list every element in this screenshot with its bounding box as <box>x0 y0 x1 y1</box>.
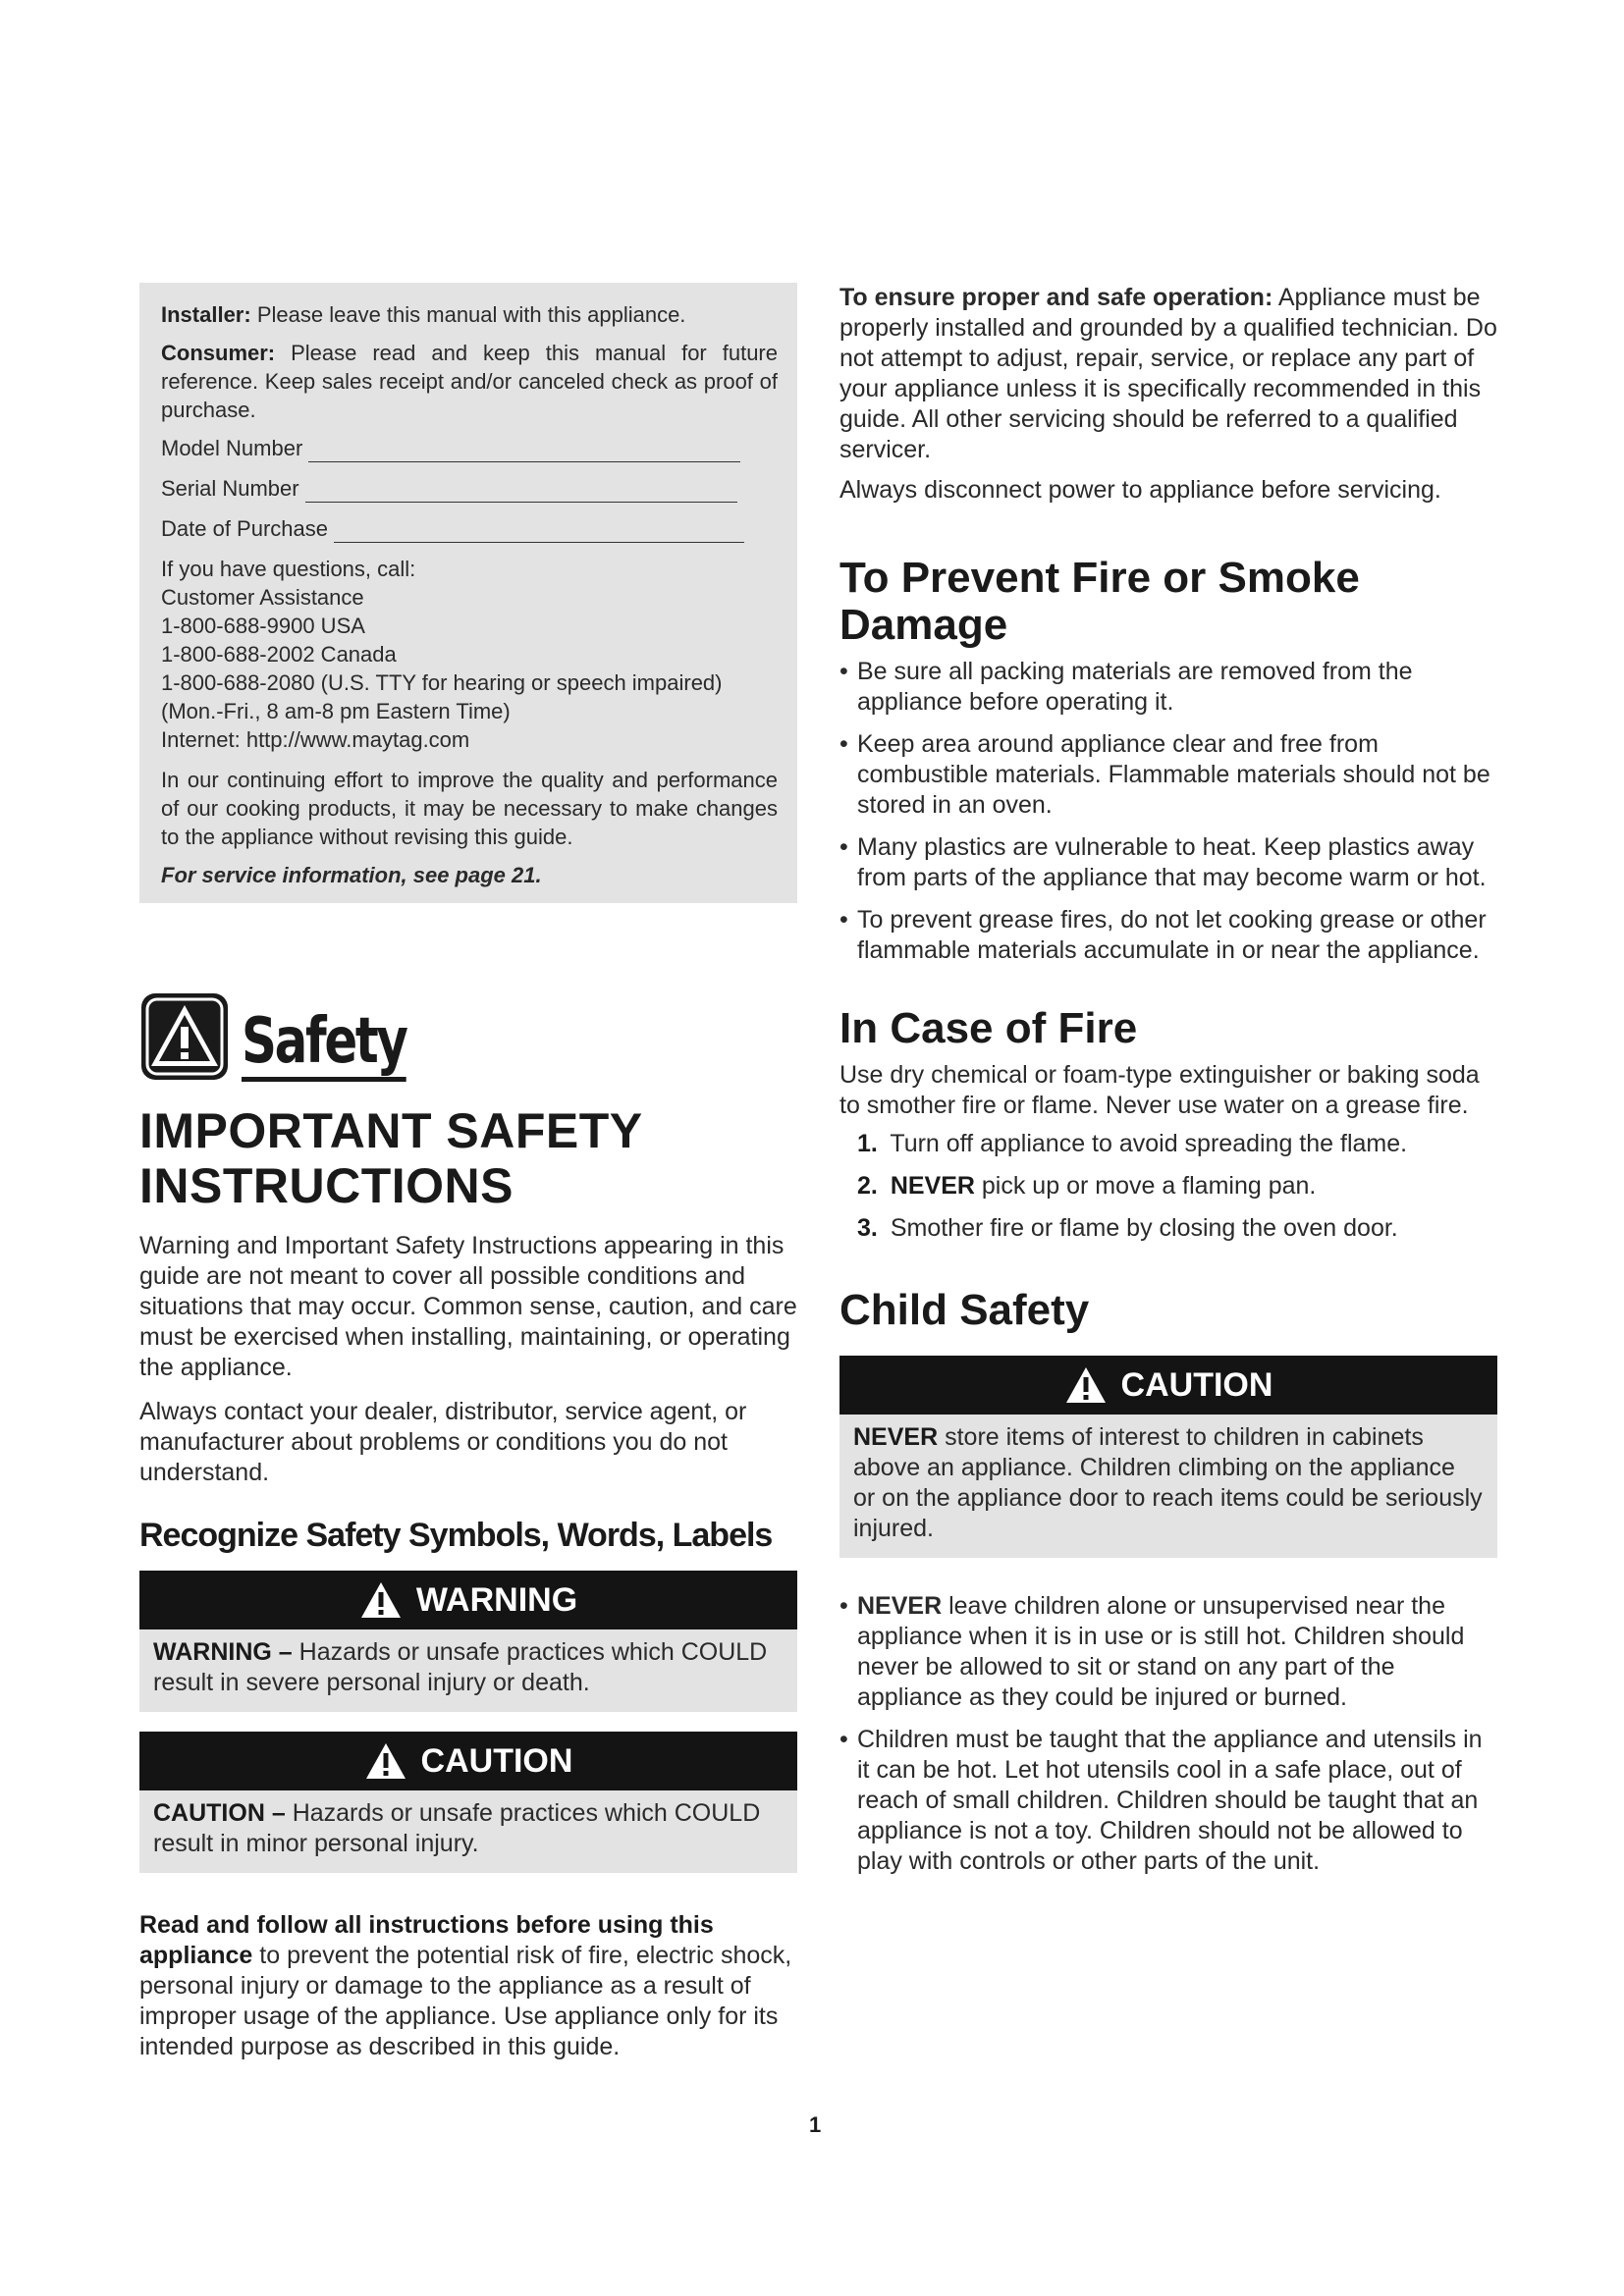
phone-usa: 1-800-688-9900 USA <box>161 614 365 638</box>
step-item: 2. NEVER pick up or move a flaming pan. <box>857 1172 1317 1200</box>
owner-info-box <box>139 283 797 903</box>
child-caution-panel <box>839 1356 1497 1558</box>
fire-steps <box>857 1129 1497 1244</box>
caution-bar: CAUTION <box>839 1356 1497 1415</box>
phone-canada: 1-800-688-2002 Canada <box>161 642 397 667</box>
consumer-note: Consumer: Please read and keep this manual for future reference. Keep sales receipt and/or canceled check as proof of purchase. <box>161 341 778 422</box>
left-column <box>139 283 797 2062</box>
list-item: • Be sure all packing materials are removed from the appliance before operating it. <box>839 657 1497 718</box>
fire-prevention-heading: To Prevent Fire or Smoke Damage <box>839 554 1360 649</box>
contact-dealer-paragraph: Always contact your dealer, distributor, service agent, or manufacturer about problems or conditions you do not understand. <box>139 1398 747 1486</box>
serial-number-line <box>305 480 737 503</box>
list-item: • Children must be taught that the appliance and utensils in it can be hot. Let hot utensils cool in a safe place, out of reach of small children. Children should be taught that an appliance is not a toy. Children should not be allowed to play with controls or other parts of the unit. <box>839 1725 1497 1877</box>
alert-triangle-icon <box>364 1741 407 1781</box>
date-of-purchase-line <box>334 520 744 543</box>
caution-description: CAUTION – Hazards or unsafe practices which COULD result in minor personal injury. <box>139 1790 797 1873</box>
child-safety-list <box>839 1591 1497 1877</box>
list-item: • Keep area around appliance clear and free from combustible materials. Flammable materials should not be stored in an oven. <box>839 729 1497 821</box>
installer-note: Installer: Please leave this manual with this appliance. <box>161 302 686 327</box>
step-item: 3. Smother fire or flame by closing the oven door. <box>857 1214 1398 1242</box>
contact-info: If you have questions, call: Customer Assistance 1-800-688-9900 USA 1-800-688-2002 Canada 1-800-688-2080 (U.S. TTY for hearing or speech impaired) (Mon.-Fri., 8 am-8 pm Eastern Time) Internet: http://www.maytag.com <box>161 555 778 754</box>
list-item: • Many plastics are vulnerable to heat. Keep plastics away from parts of the appliance that may become warm or hot. <box>839 832 1497 893</box>
phone-tty: 1-800-688-2080 (U.S. TTY for hearing or speech impaired) <box>161 670 723 695</box>
website-link[interactable]: Internet: http://www.maytag.com <box>161 727 470 752</box>
alert-triangle-icon <box>1064 1365 1108 1405</box>
operation-paragraph: To ensure proper and safe operation: Appliance must be properly installed and grounded by a qualified technician. Do not attempt to adjust, repair, service, or replace any part of your appliance unless it is specifically recommended in this guide. All other servicing should be referred to a qualified servicer. <box>839 284 1497 463</box>
improvement-note: In our continuing effort to improve the quality and performance of our cooking products, it may be necessary to make changes to the appliance without revising this guide. <box>161 768 778 849</box>
caution-panel <box>139 1732 797 1873</box>
service-reference: For service information, see page 21. <box>161 863 542 887</box>
caution-bar: CAUTION <box>139 1732 797 1790</box>
warning-triangle-icon <box>139 991 230 1082</box>
step-item: 1. Turn off appliance to avoid spreading the flame. <box>857 1130 1408 1157</box>
page-number: 1 <box>809 2112 822 2137</box>
safety-section-header <box>139 991 797 1082</box>
right-column <box>839 283 1497 1889</box>
fire-intro: Use dry chemical or foam-type extinguisher or baking soda to smother fire or flame. Never use water on a grease fire. <box>839 1061 1480 1119</box>
read-instructions-paragraph: Read and follow all instructions before using this appliance to prevent the potential risk of fire, electric shock, personal injury or damage to the appliance as a result of improper usage of the appliance. Use appliance only for its intended purpose as described in this guide. <box>139 1911 792 2060</box>
safety-header-word: Safety <box>242 1010 406 1082</box>
child-safety-heading: Child Safety <box>839 1286 1090 1334</box>
alert-triangle-icon <box>359 1580 403 1620</box>
model-number-field[interactable]: Model Number <box>161 434 778 462</box>
in-case-of-fire-heading: In Case of Fire <box>839 1004 1138 1052</box>
child-caution-description: NEVER store items of interest to children in cabinets above an appliance. Children climbing on the appliance or on the appliance door to reach items could be seriously injured. <box>839 1415 1497 1558</box>
warning-panel <box>139 1571 797 1712</box>
date-of-purchase-field[interactable]: Date of Purchase <box>161 514 778 543</box>
safety-intro-paragraph: Warning and Important Safety Instructions appearing in this guide are not meant to cover all possible conditions and situations that may occur. Common sense, caution, and care must be exercised when installing, maintaining, or operating the appliance. <box>139 1232 797 1381</box>
list-item: • NEVER leave children alone or unsupervised near the appliance when it is in use or is still hot. Children should never be allowed to sit or stand on any part of the appliance as they could be injured or burned. <box>839 1591 1497 1713</box>
disconnect-note: Always disconnect power to appliance before servicing. <box>839 476 1441 504</box>
symbols-heading: Recognize Safety Symbols, Words, Labels <box>139 1517 773 1554</box>
page-title: IMPORTANT SAFETY INSTRUCTIONS <box>139 1103 642 1213</box>
fire-prevention-list <box>839 657 1497 966</box>
warning-description: WARNING – Hazards or unsafe practices which COULD result in severe personal injury or death. <box>139 1629 797 1712</box>
model-number-line <box>308 440 740 462</box>
list-item: • To prevent grease fires, do not let cooking grease or other flammable materials accumulate in or near the appliance. <box>839 905 1497 966</box>
warning-bar: WARNING <box>139 1571 797 1629</box>
serial-number-field[interactable]: Serial Number <box>161 474 778 503</box>
